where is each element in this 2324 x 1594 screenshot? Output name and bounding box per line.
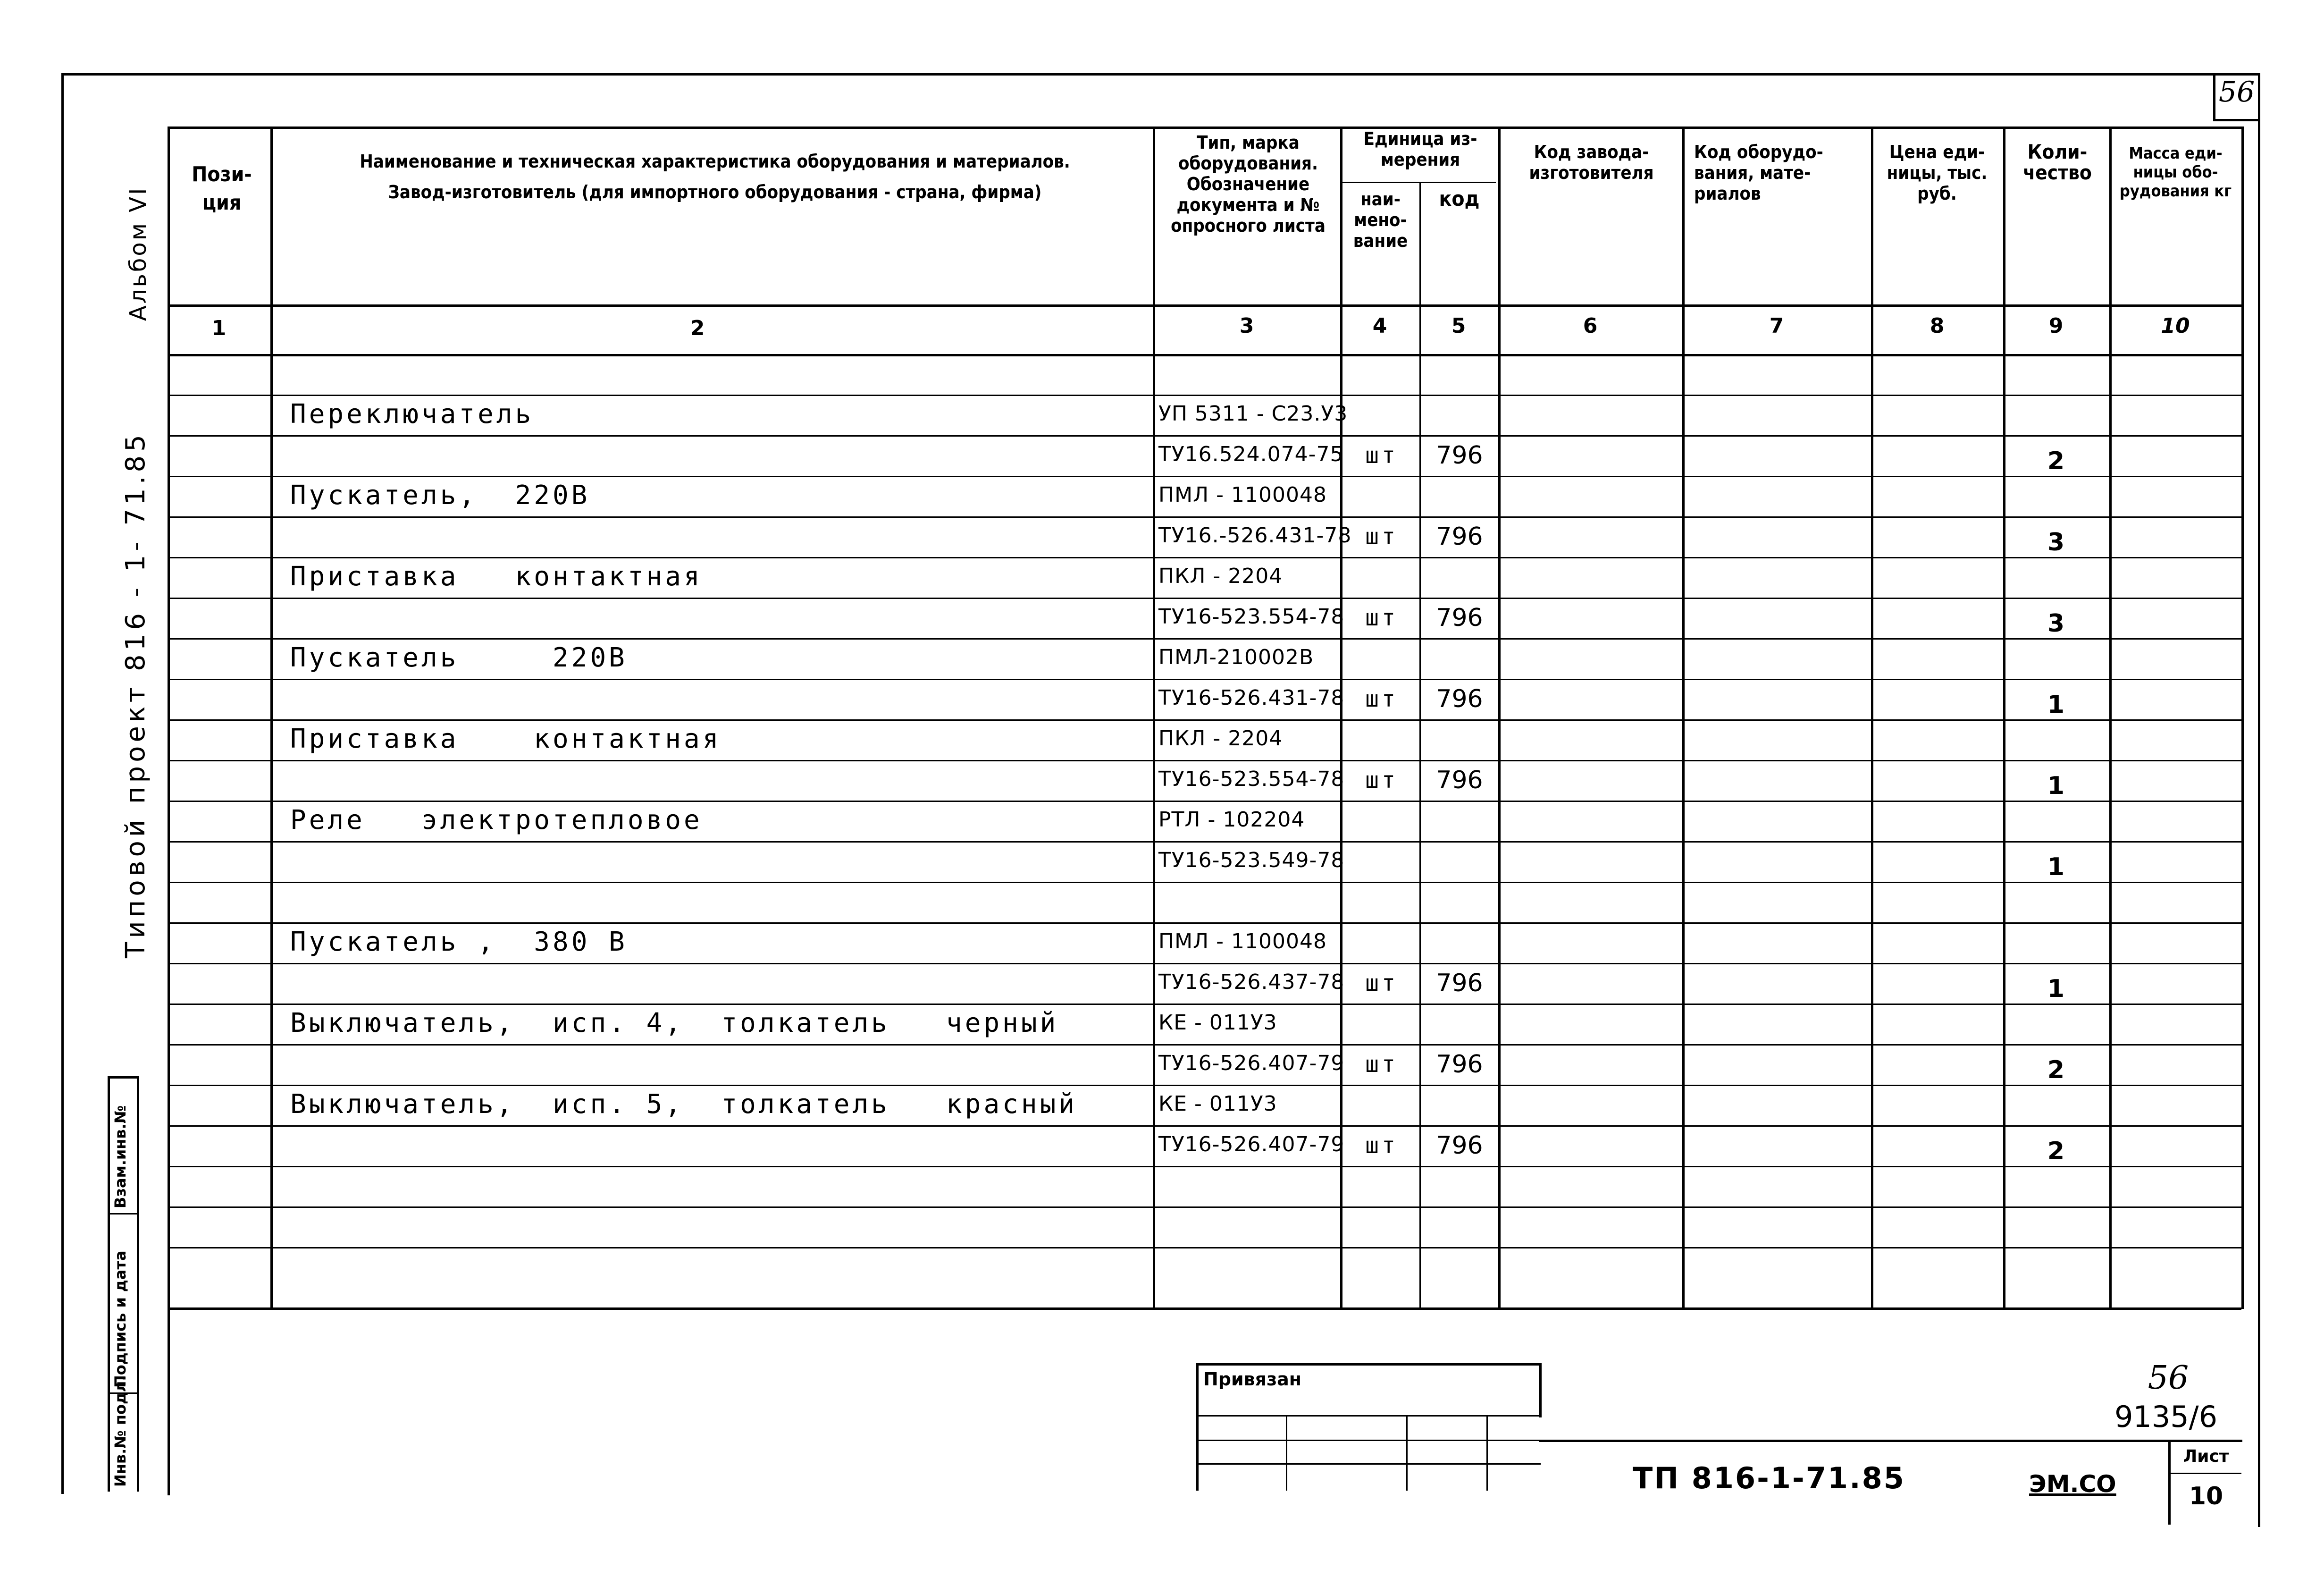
header-unit-code: код <box>1439 187 1480 211</box>
row-unit-code: 796 <box>1436 441 1483 470</box>
stamp-strip-top <box>108 1076 138 1079</box>
header-plant-code: Код завода-изготовителя <box>1529 142 1654 183</box>
bound-stamp-top <box>1196 1363 1541 1366</box>
row-name: Приставка контактная <box>290 561 703 592</box>
row-unit: шт <box>1365 523 1398 550</box>
project-label: Типовой проект 816 - 1- 71.85 <box>120 431 151 958</box>
header-bottom <box>168 304 2241 307</box>
stamp-strip-mid <box>137 1076 139 1492</box>
row-type: ПКЛ - 2204 <box>1158 726 1283 751</box>
header-quantity: Коли-чество <box>2023 140 2092 184</box>
row-type: ПМЛ - 1100048 <box>1158 929 1327 953</box>
row-unit-code: 796 <box>1436 685 1483 713</box>
row-separator <box>168 1044 2241 1046</box>
colnum-7: 7 <box>1769 314 1784 338</box>
header-unit-name: наи-мено-вание <box>1353 189 1408 251</box>
header-equipment-code: Код оборудо-вания, мате-риалов <box>1694 142 1823 204</box>
page-box-left <box>2213 73 2215 120</box>
album-label: Альбом VI <box>125 186 151 321</box>
bound-stamp-line2 <box>1196 1440 1541 1441</box>
row-separator <box>168 1166 2241 1167</box>
stamp-inv-label: Инв.№ подл. <box>111 1375 129 1487</box>
bound-stamp-div3 <box>1486 1415 1488 1491</box>
table-top <box>168 127 2241 129</box>
header-mass: Масса еди-ницы обо-рудования кг <box>2119 144 2232 201</box>
header-name-line1: Наименование и техническая характеристика оборудования и материалов. <box>360 151 1070 172</box>
col-line-10 <box>2241 127 2244 1309</box>
row-unit-code: 796 <box>1436 523 1483 551</box>
row-separator <box>168 598 2241 599</box>
row-type: ТУ16-523.554-78 <box>1158 605 1345 629</box>
row-name: Пускатель 220В <box>290 642 628 673</box>
row-separator <box>168 719 2241 721</box>
header-type: Тип, марка оборудования. Обозначение документа и № опросного листа <box>1171 132 1326 236</box>
colnum-bottom <box>168 354 2241 356</box>
sheet-label: Лист <box>2183 1447 2229 1466</box>
row-name: Пускатель , 380 В <box>290 927 628 957</box>
row-type: ПМЛ - 1100048 <box>1158 483 1327 507</box>
col-line-2 <box>1153 127 1155 1309</box>
colnum-3: 3 <box>1239 314 1254 338</box>
row-unit-code: 796 <box>1436 1131 1483 1160</box>
colnum-6: 6 <box>1583 314 1598 338</box>
col-line-9 <box>2109 127 2112 1309</box>
row-separator <box>168 1004 2241 1005</box>
bound-stamp-div2 <box>1406 1415 1408 1491</box>
row-type: ТУ16.-526.431-78 <box>1158 523 1352 548</box>
table-bottom <box>168 1307 2241 1310</box>
bound-stamp-line1 <box>1196 1415 1541 1417</box>
row-unit: шт <box>1365 442 1398 469</box>
bound-stamp-div1 <box>1286 1415 1287 1491</box>
row-quantity: 3 <box>2047 609 2065 638</box>
row-separator <box>168 638 2241 640</box>
row-separator <box>168 760 2241 761</box>
row-name: Выключатель, исп. 5, толкатель красный <box>290 1089 1078 1120</box>
row-name: Переключатель <box>290 399 534 430</box>
row-separator <box>168 435 2241 437</box>
row-type: КЕ - 011У3 <box>1158 1092 1277 1116</box>
row-type: ТУ16-526.437-78 <box>1158 970 1345 994</box>
row-separator <box>168 1085 2241 1086</box>
row-unit: шт <box>1365 1132 1398 1159</box>
row-separator <box>168 679 2241 680</box>
row-name: Приставка контактная <box>290 724 722 754</box>
bound-stamp-left <box>1196 1363 1199 1491</box>
row-type: ПМЛ-210002В <box>1158 645 1314 669</box>
row-type: ТУ16-523.549-78 <box>1158 848 1345 872</box>
doc-number: 9135/6 <box>2114 1400 2218 1434</box>
colnum-1: 1 <box>211 316 227 340</box>
header-name-line2: Завод-изготовитель (для импортного оборудования - страна, фирма) <box>388 182 1042 202</box>
stamp-sep-1 <box>108 1213 138 1214</box>
row-quantity: 1 <box>2047 975 2065 1003</box>
row-separator <box>168 922 2241 924</box>
row-quantity: 2 <box>2047 447 2065 475</box>
row-unit-code: 796 <box>1436 1050 1483 1079</box>
bound-label: Привязан <box>1203 1369 1302 1390</box>
row-unit: шт <box>1365 686 1398 712</box>
col-line-3 <box>1340 127 1342 1309</box>
row-separator <box>168 516 2241 518</box>
row-separator <box>168 963 2241 964</box>
frame-top <box>61 73 2260 76</box>
bound-stamp-line3 <box>1196 1463 1541 1465</box>
row-unit: шт <box>1365 1051 1398 1078</box>
row-type: ТУ16-526.407-79 <box>1158 1051 1345 1075</box>
colnum-2: 2 <box>690 316 705 340</box>
page-box-bottom <box>2213 119 2260 121</box>
col-line-8 <box>2003 127 2005 1309</box>
frame-left <box>61 73 64 1494</box>
colnum-5: 5 <box>1451 314 1466 338</box>
sheet-ref: 56 <box>2148 1359 2189 1397</box>
colnum-4: 4 <box>1372 314 1387 338</box>
row-unit-code: 796 <box>1436 604 1483 632</box>
row-separator <box>168 1206 2241 1208</box>
row-quantity: 1 <box>2047 691 2065 719</box>
stamp-main-line <box>1539 1440 2242 1442</box>
stamp-strip-left <box>108 1076 110 1492</box>
row-quantity: 2 <box>2047 1056 2065 1084</box>
row-quantity: 2 <box>2047 1137 2065 1165</box>
sheet-box-mid <box>2168 1473 2241 1474</box>
row-type: РТЛ - 102204 <box>1158 808 1305 832</box>
sheet-number: 10 <box>2189 1482 2223 1510</box>
colnum-8: 8 <box>1930 314 1945 338</box>
row-type: ТУ16-523.554-78 <box>1158 767 1345 791</box>
colnum-10: 10 <box>2161 314 2190 338</box>
row-unit: шт <box>1365 970 1398 996</box>
stamp-sign-label: Подпись и дата <box>111 1250 129 1388</box>
row-unit: шт <box>1365 605 1398 631</box>
page-number: 56 <box>2218 76 2255 109</box>
colnum-9: 9 <box>2048 314 2064 338</box>
row-quantity: 1 <box>2047 853 2065 881</box>
row-separator <box>168 395 2241 396</box>
col-line-0 <box>168 127 170 1495</box>
row-type: ТУ16-526.431-78 <box>1158 686 1345 710</box>
row-name: Реле электротепловое <box>290 805 703 835</box>
row-separator <box>168 1247 2241 1248</box>
row-quantity: 3 <box>2047 528 2065 557</box>
row-type: ТУ16-526.407-79 <box>1158 1132 1345 1156</box>
row-separator <box>168 841 2241 843</box>
row-separator <box>168 801 2241 802</box>
stamp-replace-label: Взам.инв.№ <box>111 1105 129 1208</box>
header-unit: Единица из-мерения <box>1363 128 1477 170</box>
row-separator <box>168 1125 2241 1127</box>
row-unit-code: 796 <box>1436 766 1483 794</box>
header-price: Цена еди-ницы, тыс. руб. <box>1887 142 1988 204</box>
row-type: КЕ - 011У3 <box>1158 1011 1277 1035</box>
row-name: Выключатель, исп. 4, толкатель черный <box>290 1008 1059 1038</box>
row-separator <box>168 882 2241 883</box>
row-name: Пускатель, 220В <box>290 480 590 511</box>
bound-stamp-right <box>1539 1363 1542 1417</box>
row-separator <box>168 557 2241 558</box>
row-unit: шт <box>1365 767 1398 793</box>
frame-right <box>2258 73 2260 1527</box>
col-line-6 <box>1682 127 1685 1309</box>
row-separator <box>168 476 2241 477</box>
row-type: ТУ16.524.074-75 <box>1158 442 1344 466</box>
col-line-1 <box>270 127 273 1309</box>
project-code: ТП 816-1-71.85 <box>1633 1461 1905 1495</box>
unit-subheader-line <box>1340 182 1496 183</box>
header-position: Пози-ция <box>192 162 252 215</box>
row-type: ПКЛ - 2204 <box>1158 564 1283 588</box>
col-line-7 <box>1871 127 1873 1309</box>
row-unit-code: 796 <box>1436 969 1483 997</box>
row-type: УП 5311 - С23.У3 <box>1158 402 1348 426</box>
section-code: ЭМ.СО <box>2029 1470 2116 1498</box>
row-quantity: 1 <box>2047 772 2065 800</box>
